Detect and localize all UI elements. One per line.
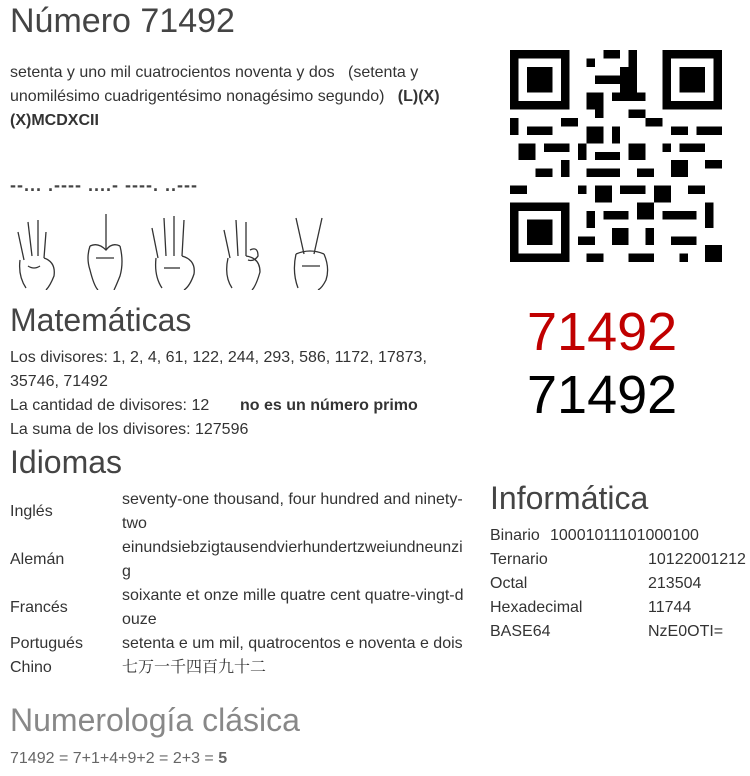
info-value: 11744 — [648, 599, 692, 616]
number-display-black: 71492 — [527, 365, 678, 425]
qr-code-icon — [510, 50, 722, 262]
divisor-count: La cantidad de divisores: 12 — [10, 397, 210, 414]
hand-sign-4-icon — [144, 210, 204, 290]
language-row-french — [10, 584, 470, 632]
info-label: Hexadecimal — [490, 599, 583, 616]
numerology-sum: 71492 = 7+1+4+9+2 = 2+3 = — [10, 750, 219, 767]
language-name: Portugués — [10, 635, 83, 652]
language-name: Chino — [10, 659, 52, 676]
divisors-list: Los divisores: 1, 2, 4, 61, 122, 244, 293, 586, 1172, 17873, 35746, 71492 — [10, 349, 427, 390]
language-row-portuguese — [10, 632, 470, 656]
hand-sign-9-icon — [214, 210, 270, 290]
numerology-formula — [10, 747, 227, 771]
language-name: Francés — [10, 599, 68, 616]
hand-sign-1-icon — [76, 210, 132, 290]
language-name: Alemán — [10, 551, 65, 568]
number-in-words — [10, 61, 472, 133]
math-heading: Matemáticas — [10, 302, 192, 338]
language-row-chinese — [10, 656, 470, 680]
page-title: Número 71492 — [10, 2, 235, 40]
number-display-red: 71492 — [527, 302, 678, 362]
info-value: 10122001212 — [648, 551, 746, 568]
divisor-sum: La suma de los divisores: 127596 — [10, 421, 249, 438]
info-label: Binario — [490, 527, 540, 544]
language-text: setenta e um mil, quatrocentos e noventa e dois — [122, 635, 463, 652]
language-row-english — [10, 488, 470, 536]
language-row-german — [10, 536, 470, 584]
info-value: 10001011101000100 — [550, 527, 699, 544]
info-label: BASE64 — [490, 623, 551, 640]
ordinal-words: (setenta y unomilésimo cuadrigentésimo nonagésimo segundo) — [10, 64, 419, 105]
hand-sign-2-icon — [282, 210, 338, 290]
languages-heading: Idiomas — [10, 444, 123, 480]
language-text: soixante et onze mille quatre cent quatre-vingt-douze — [122, 587, 464, 628]
cardinal-words: setenta y uno mil cuatrocientos noventa y dos — [10, 64, 335, 81]
hand-sign-7-icon — [10, 210, 66, 290]
numerology-heading: Numerología clásica — [10, 702, 300, 738]
info-label: Ternario — [490, 551, 548, 568]
morse-code: --... .---- ....- ----. ..--- — [10, 175, 198, 195]
roman-numeral: (L)(X)(X)MCDXCII — [10, 88, 440, 129]
language-text: einundsiebzigtausendvierhundertzweiundneunzig — [122, 539, 463, 580]
prime-note: no es un número primo — [240, 397, 418, 414]
language-text: 七万一千四百九十二 — [122, 659, 267, 676]
sign-language-hands — [10, 210, 330, 292]
numerology-result: 5 — [218, 750, 228, 767]
info-value: 213504 — [648, 575, 702, 592]
language-text: seventy-one thousand, four hundred and ninety-two — [122, 491, 463, 532]
info-label: Octal — [490, 575, 528, 592]
informatics-heading: Informática — [490, 480, 649, 516]
language-name: Inglés — [10, 503, 53, 520]
info-value: NzE0OTI= — [648, 623, 724, 640]
